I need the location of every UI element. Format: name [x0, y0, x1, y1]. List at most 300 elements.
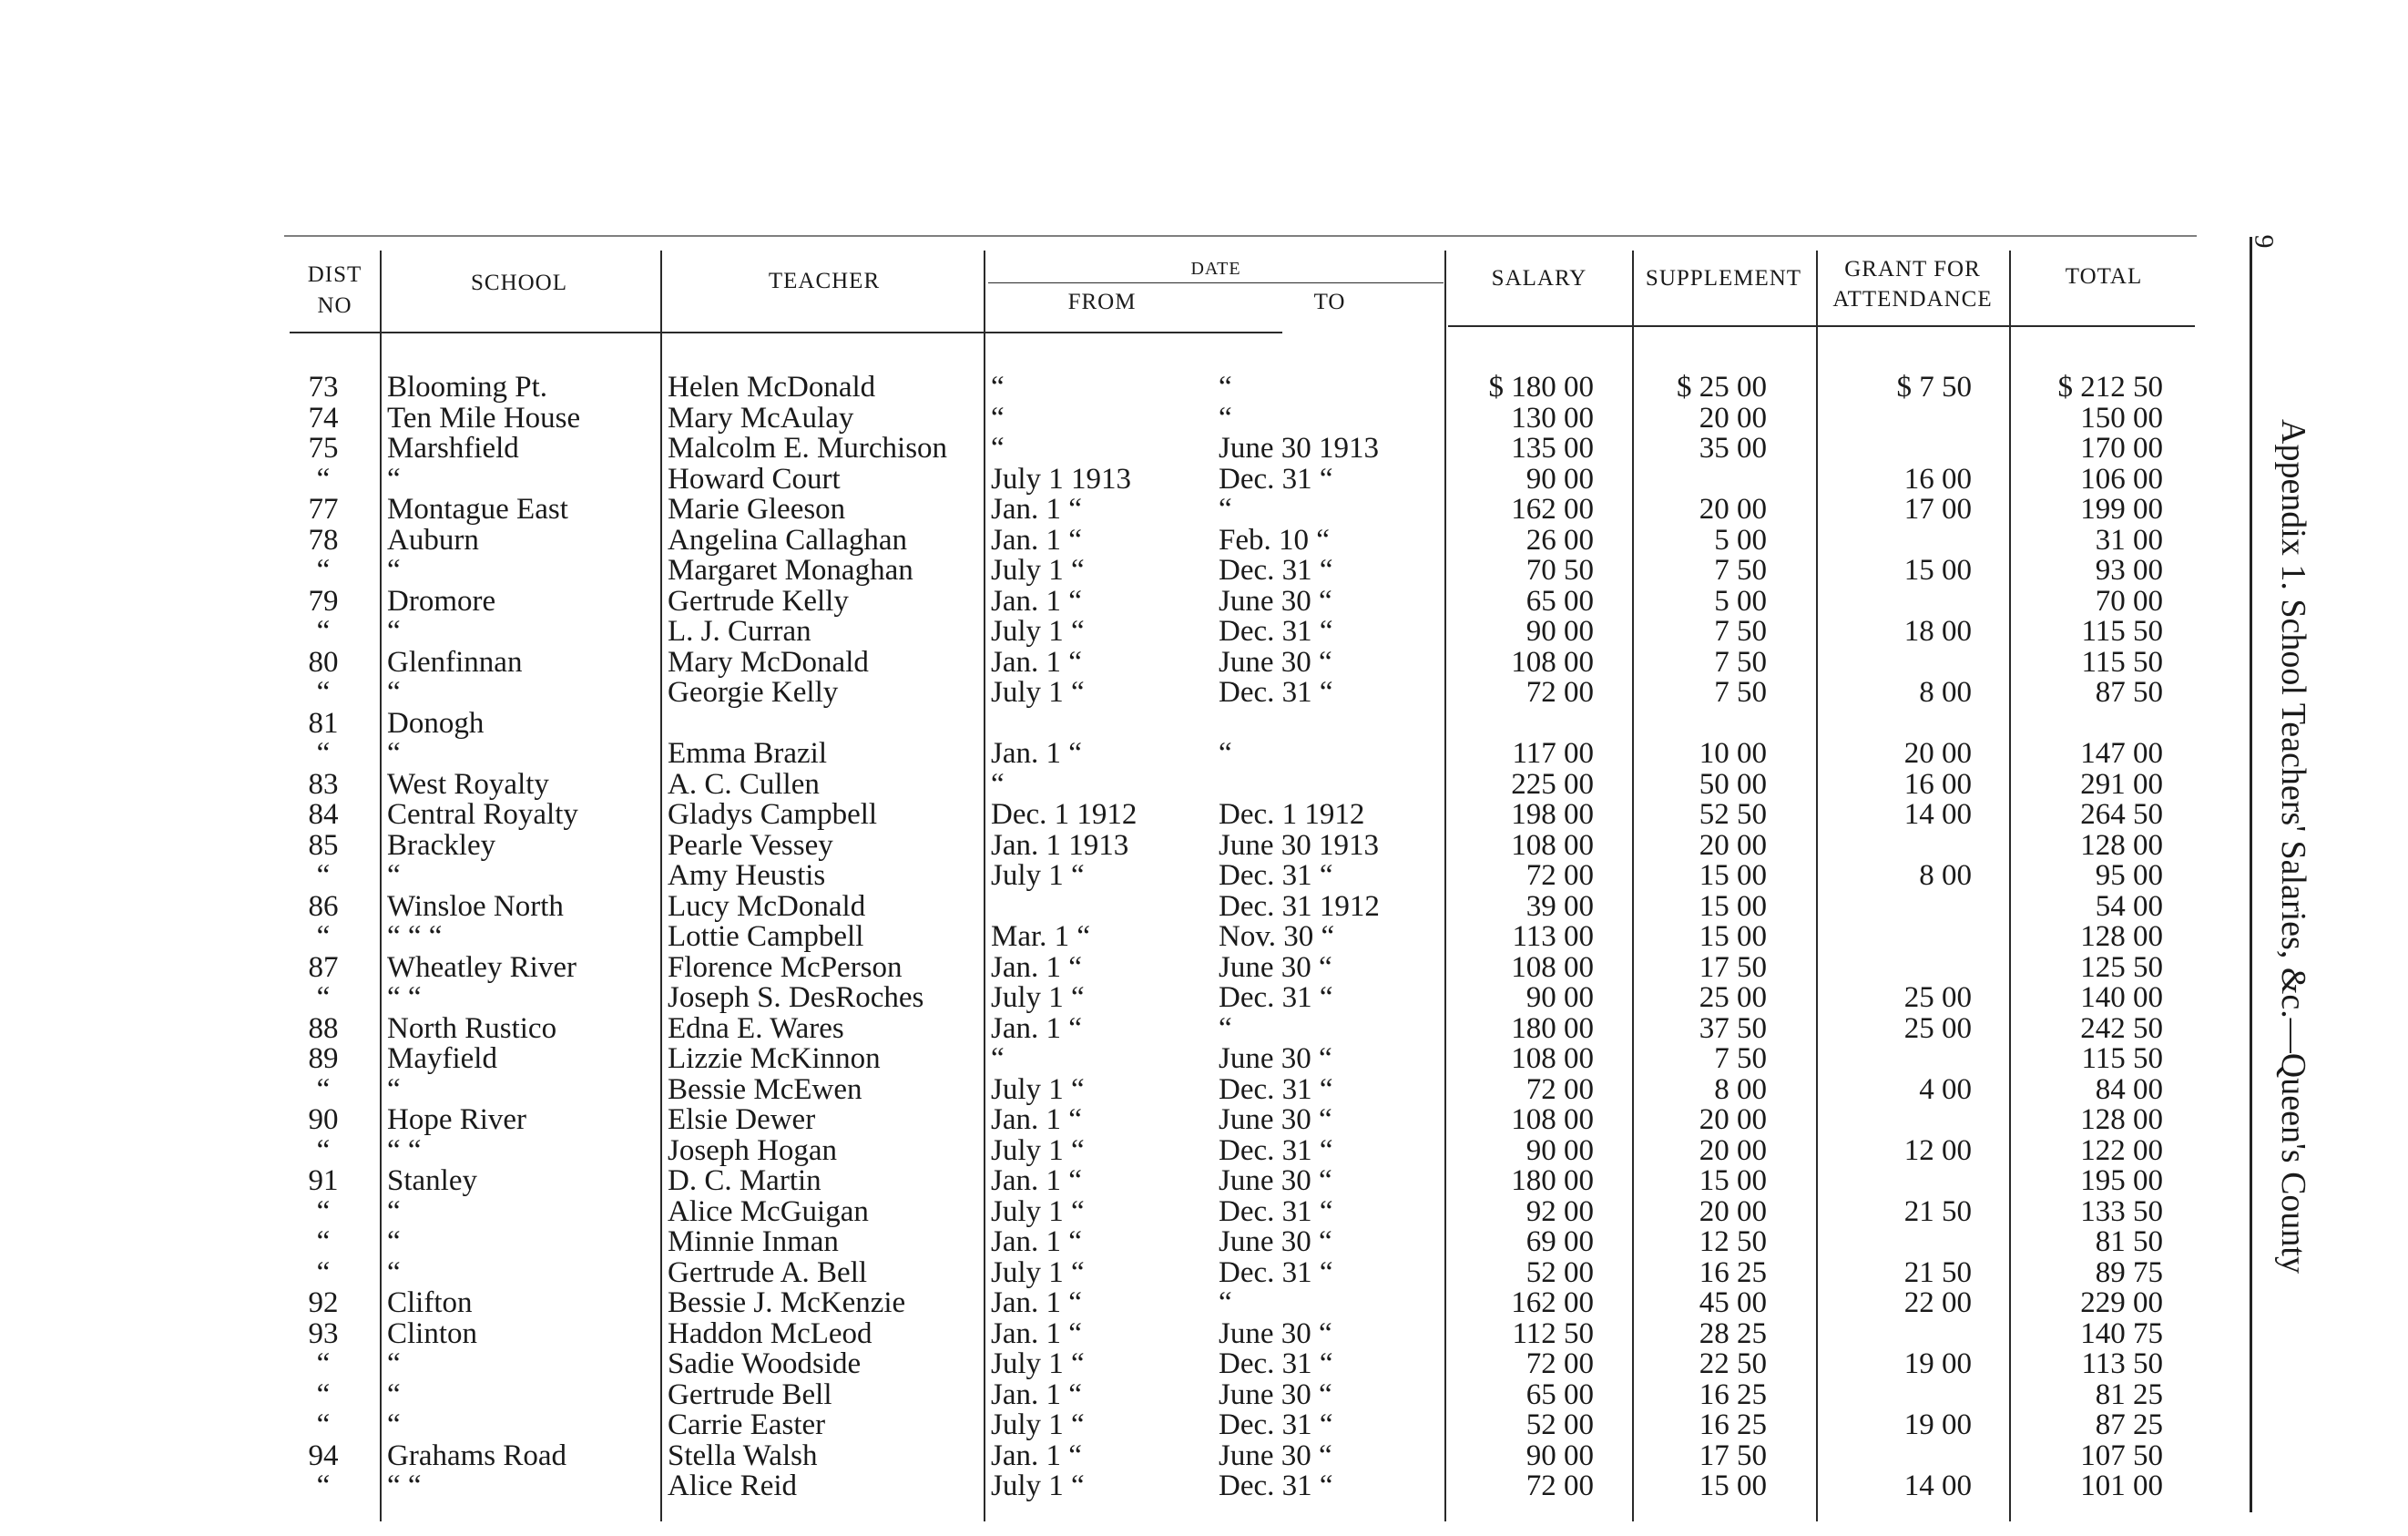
supplement-cell: 45 00	[1699, 1286, 1767, 1319]
school-cell: Central Royalty	[387, 798, 578, 831]
supplement-cell: 15 00	[1699, 920, 1767, 953]
supplement-cell: 5 00	[1714, 523, 1767, 557]
header-date: DATE	[1190, 259, 1241, 279]
salary-cell: 39 00	[1525, 889, 1594, 923]
school-cell: “	[387, 462, 401, 496]
supplement-cell: 17 50	[1699, 950, 1767, 984]
dist-no-cell: “	[316, 1225, 331, 1258]
table-row	[0, 1043, 2240, 1074]
salary-cell: 90 00	[1525, 615, 1594, 648]
school-cell: Blooming Pt.	[387, 371, 548, 404]
date-to-cell: June 30 “	[1219, 1103, 1332, 1136]
dist-no-cell: 86	[308, 889, 339, 923]
date-from-cell: Jan. 1 “	[991, 493, 1082, 526]
date-to-cell: “	[1219, 401, 1232, 435]
dist-no-cell: 73	[308, 371, 339, 404]
salary-cell: 69 00	[1525, 1225, 1594, 1258]
table-row	[0, 830, 2240, 861]
teacher-cell: Georgie Kelly	[668, 676, 839, 709]
date-to-cell: June 30 “	[1219, 1164, 1332, 1197]
salary-cell: 117 00	[1512, 737, 1594, 770]
supplement-cell: 22 50	[1699, 1347, 1767, 1380]
school-cell: “ “	[387, 981, 422, 1014]
salary-cell: 52 00	[1525, 1255, 1594, 1289]
table-row	[0, 952, 2240, 983]
school-cell: “ “	[387, 1133, 422, 1167]
table-row	[0, 525, 2240, 556]
total-cell: 199 00	[2080, 493, 2163, 526]
date-to-cell: Dec. 31 “	[1219, 676, 1333, 709]
teacher-cell: Gertrude Kelly	[668, 584, 849, 618]
school-cell: “	[387, 1194, 401, 1228]
dist-no-cell: 84	[308, 798, 339, 831]
header-school: SCHOOL	[470, 271, 567, 295]
date-to-cell: Dec. 31 “	[1219, 1194, 1333, 1228]
teacher-cell: Gertrude A. Bell	[668, 1255, 868, 1289]
date-from-cell: Jan. 1 “	[991, 1439, 1082, 1472]
supplement-cell: 20 00	[1699, 828, 1767, 862]
school-cell: “	[387, 737, 401, 770]
grant-cell: 21 50	[1903, 1194, 1972, 1228]
teacher-cell: L. J. Curran	[668, 615, 811, 648]
date-to-cell: Dec. 31 “	[1219, 615, 1333, 648]
date-to-cell: “	[1219, 493, 1232, 526]
teacher-cell: Edna E. Wares	[668, 1011, 844, 1045]
date-to-cell: Dec. 31 “	[1219, 1133, 1333, 1167]
table-row	[0, 433, 2240, 464]
salary-cell: 72 00	[1525, 1469, 1594, 1502]
total-cell: 115 50	[2081, 1042, 2163, 1075]
supplement-cell: 15 00	[1699, 859, 1767, 892]
total-cell: 54 00	[2095, 889, 2163, 923]
salary-cell: 65 00	[1525, 584, 1594, 618]
total-cell: 122 00	[2080, 1133, 2163, 1167]
date-from-cell: July 1 “	[991, 676, 1085, 709]
salary-cell: 130 00	[1511, 401, 1594, 435]
table-row	[0, 1135, 2240, 1166]
date-to-cell: Dec. 31 “	[1219, 1072, 1333, 1106]
salary-cell: 162 00	[1511, 1286, 1594, 1319]
grant-cell: 16 00	[1903, 462, 1972, 496]
school-cell: “	[387, 554, 401, 587]
teacher-cell: Helen McDonald	[668, 371, 876, 404]
total-cell: 264 50	[2080, 798, 2163, 831]
salary-cell: 65 00	[1525, 1377, 1594, 1411]
teacher-cell: Amy Heustis	[668, 859, 826, 892]
total-cell: 195 00	[2080, 1164, 2163, 1197]
school-cell: “	[387, 1255, 401, 1289]
header-total: TOTAL	[2065, 264, 2143, 289]
dist-no-cell: “	[316, 1255, 331, 1289]
date-to-cell: June 30 “	[1219, 1225, 1332, 1258]
salary-cell: 90 00	[1525, 981, 1594, 1014]
dist-no-cell: 79	[308, 584, 339, 618]
total-cell: 229 00	[2080, 1286, 2163, 1319]
header-to: TO	[1313, 290, 1346, 314]
school-cell: Wheatley River	[387, 950, 576, 984]
date-from-cell: Jan. 1 “	[991, 1011, 1082, 1045]
school-cell: Clinton	[387, 1316, 478, 1350]
salary-cell: 90 00	[1525, 1439, 1594, 1472]
table-row	[0, 860, 2240, 891]
salary-cell: 72 00	[1525, 676, 1594, 709]
supplement-cell: 7 50	[1714, 615, 1767, 648]
grant-cell: 8 00	[1919, 676, 1972, 709]
table-row	[0, 647, 2240, 678]
dist-no-cell: 93	[308, 1316, 339, 1350]
table-row	[0, 891, 2240, 922]
dist-no-cell: “	[316, 1377, 331, 1411]
total-cell: 147 00	[2080, 737, 2163, 770]
total-cell: 81 50	[2095, 1225, 2163, 1258]
teacher-cell: Lottie Campbell	[668, 920, 864, 953]
date-to-cell: June 30 “	[1219, 1316, 1332, 1350]
supplement-cell: 28 25	[1699, 1316, 1767, 1350]
side-caption: Appendix 1. School Teachers' Salaries, &c.—Queen's County	[2274, 419, 2312, 1274]
teacher-cell: Florence McPerson	[668, 950, 903, 984]
supplement-cell: 16 25	[1699, 1408, 1767, 1441]
grant-cell: 14 00	[1903, 1469, 1972, 1502]
total-cell: 70 00	[2095, 584, 2163, 618]
header-grant-2: ATTENDANCE	[1832, 287, 1993, 312]
date-to-cell: June 30 “	[1219, 1042, 1332, 1075]
date-from-cell: Mar. 1 “	[991, 920, 1091, 953]
date-from-cell: July 1 1913	[991, 462, 1132, 496]
table-row	[0, 464, 2240, 495]
dist-no-cell: “	[316, 554, 331, 587]
teacher-cell: Mary McDonald	[668, 645, 869, 679]
dist-no-cell: “	[316, 920, 331, 953]
grant-cell: 15 00	[1903, 554, 1972, 587]
dist-no-cell: 81	[308, 706, 339, 740]
dist-no-cell: “	[316, 1194, 331, 1228]
date-to-cell: June 30 “	[1219, 645, 1332, 679]
grant-cell: 19 00	[1903, 1408, 1972, 1441]
dist-no-cell: 88	[308, 1011, 339, 1045]
supplement-cell: 16 25	[1699, 1255, 1767, 1289]
school-cell: Brackley	[387, 828, 496, 862]
total-cell: 87 50	[2095, 676, 2163, 709]
date-to-cell: June 30 1913	[1219, 432, 1379, 465]
dist-no-cell: 75	[308, 432, 339, 465]
total-cell: 128 00	[2080, 1103, 2163, 1136]
teacher-cell: Joseph S. DesRoches	[668, 981, 924, 1014]
grant-cell: 4 00	[1919, 1072, 1972, 1106]
date-from-cell: July 1 “	[991, 1408, 1085, 1441]
school-cell: Stanley	[387, 1164, 477, 1197]
supplement-cell: 37 50	[1699, 1011, 1767, 1045]
table-row	[0, 1074, 2240, 1105]
school-cell: Grahams Road	[387, 1439, 567, 1472]
dist-no-cell: “	[316, 1133, 331, 1167]
grant-cell: $ 7 50	[1896, 371, 1972, 404]
total-cell: 115 50	[2081, 615, 2163, 648]
school-cell: Auburn	[387, 523, 479, 557]
dist-no-cell: 83	[308, 767, 339, 801]
date-from-cell: July 1 “	[991, 1072, 1085, 1106]
supplement-cell: 17 50	[1699, 1439, 1767, 1472]
date-to-cell: Nov. 30 “	[1219, 920, 1335, 953]
date-to-cell: Dec. 31 “	[1219, 462, 1333, 496]
salary-cell: 113 00	[1512, 920, 1594, 953]
grant-cell: 25 00	[1903, 1011, 1972, 1045]
date-from-cell: “	[991, 1042, 1005, 1075]
header-grant-1: GRANT FOR	[1844, 257, 1981, 282]
salary-cell: 92 00	[1525, 1194, 1594, 1228]
dist-no-cell: “	[316, 1469, 331, 1502]
page-number: 9	[2249, 234, 2280, 249]
salary-cell: 108 00	[1511, 950, 1594, 984]
date-to-cell: Dec. 31 “	[1219, 1469, 1333, 1502]
salary-cell: 112 50	[1512, 1316, 1594, 1350]
school-cell: “ “	[387, 1469, 422, 1502]
supplement-cell: 8 00	[1714, 1072, 1767, 1106]
salary-cell: 108 00	[1511, 645, 1594, 679]
supplement-cell: 20 00	[1699, 1133, 1767, 1167]
dist-no-cell: 91	[308, 1164, 339, 1197]
date-rule	[988, 282, 1444, 283]
teacher-cell: Bessie McEwen	[668, 1072, 862, 1106]
table-row	[0, 769, 2240, 800]
table-row	[0, 1318, 2240, 1349]
salary-cell: 108 00	[1511, 1103, 1594, 1136]
supplement-cell: 20 00	[1699, 1194, 1767, 1228]
total-cell: 125 50	[2080, 950, 2163, 984]
grant-cell: 21 50	[1903, 1255, 1972, 1289]
salary-cell: 72 00	[1525, 1347, 1594, 1380]
date-from-cell: July 1 “	[991, 1469, 1085, 1502]
table-row	[0, 1226, 2240, 1257]
supplement-cell: 16 25	[1699, 1377, 1767, 1411]
date-to-cell: “	[1219, 1011, 1232, 1045]
date-from-cell: July 1 “	[991, 1347, 1085, 1380]
total-cell: 140 75	[2080, 1316, 2163, 1350]
table-row	[0, 1013, 2240, 1044]
school-cell: “	[387, 1072, 401, 1106]
salary-cell: 70 50	[1525, 554, 1594, 587]
dist-no-cell: 87	[308, 950, 339, 984]
salary-cell: 162 00	[1511, 493, 1594, 526]
table-row	[0, 1165, 2240, 1196]
date-from-cell: Jan. 1 “	[991, 1286, 1082, 1319]
date-from-cell: Jan. 1 “	[991, 584, 1082, 618]
school-cell: “	[387, 859, 401, 892]
total-cell: 128 00	[2080, 920, 2163, 953]
dist-no-cell: “	[316, 737, 331, 770]
header-no: NO	[317, 293, 352, 318]
teacher-cell: Margaret Monaghan	[668, 554, 913, 587]
grant-cell: 16 00	[1903, 767, 1972, 801]
grant-cell: 8 00	[1919, 859, 1972, 892]
school-cell: “	[387, 1408, 401, 1441]
total-cell: 107 50	[2080, 1439, 2163, 1472]
supplement-cell: 15 00	[1699, 1469, 1767, 1502]
supplement-cell: 10 00	[1699, 737, 1767, 770]
total-cell: 89 75	[2095, 1255, 2163, 1289]
salary-cell: 108 00	[1511, 1042, 1594, 1075]
grant-cell: 18 00	[1903, 615, 1972, 648]
supplement-cell: 7 50	[1714, 554, 1767, 587]
school-cell: Donogh	[387, 706, 485, 740]
table-row	[0, 1409, 2240, 1440]
teacher-cell: Minnie Inman	[668, 1225, 839, 1258]
teacher-cell: Mary McAulay	[668, 401, 854, 435]
grant-cell: 17 00	[1903, 493, 1972, 526]
date-to-cell: “	[1219, 737, 1232, 770]
total-cell: 95 00	[2095, 859, 2163, 892]
total-cell: 113 50	[2081, 1347, 2163, 1380]
date-from-cell: “	[991, 401, 1005, 435]
teacher-cell: Emma Brazil	[668, 737, 828, 770]
salary-cell: 198 00	[1511, 798, 1594, 831]
date-to-cell: Dec. 31 “	[1219, 981, 1333, 1014]
table-row	[0, 372, 2240, 403]
date-from-cell: Jan. 1 “	[991, 1103, 1082, 1136]
salary-cell: 90 00	[1525, 462, 1594, 496]
teacher-cell: Lizzie McKinnon	[668, 1042, 881, 1075]
date-from-cell: July 1 “	[991, 1133, 1085, 1167]
dist-no-cell: “	[316, 1072, 331, 1106]
date-from-cell: Jan. 1 “	[991, 1225, 1082, 1258]
teacher-cell: Alice Reid	[668, 1469, 798, 1502]
total-cell: 31 00	[2095, 523, 2163, 557]
teacher-cell: Joseph Hogan	[668, 1133, 838, 1167]
teacher-cell: Haddon McLeod	[668, 1316, 872, 1350]
school-cell: Glenfinnan	[387, 645, 523, 679]
total-cell: 291 00	[2080, 767, 2163, 801]
supplement-cell: 15 00	[1699, 1164, 1767, 1197]
supplement-cell: 52 50	[1699, 798, 1767, 831]
grant-cell: 22 00	[1903, 1286, 1972, 1319]
date-from-cell: Jan. 1 “	[991, 1316, 1082, 1350]
date-to-cell: “	[1219, 1286, 1232, 1319]
table-row	[0, 555, 2240, 586]
salary-cell: 108 00	[1511, 828, 1594, 862]
teacher-cell: Angelina Callaghan	[668, 523, 908, 557]
header-teacher: TEACHER	[768, 269, 881, 293]
grant-cell: 14 00	[1903, 798, 1972, 831]
school-cell: Clifton	[387, 1286, 473, 1319]
dist-no-cell: “	[316, 1347, 331, 1380]
date-to-cell: “	[1219, 371, 1232, 404]
date-to-cell: Dec. 31 “	[1219, 1408, 1333, 1441]
header-salary: SALARY	[1491, 266, 1587, 291]
table-row	[0, 1348, 2240, 1379]
dist-no-cell: “	[316, 859, 331, 892]
table-row	[0, 1287, 2240, 1318]
total-cell: 140 00	[2080, 981, 2163, 1014]
total-cell: 81 25	[2095, 1377, 2163, 1411]
date-to-cell: Dec. 1 1912	[1219, 798, 1365, 831]
school-cell: “	[387, 1377, 401, 1411]
date-to-cell: Feb. 10 “	[1219, 523, 1330, 557]
teacher-cell: Gladys Campbell	[668, 798, 878, 831]
dist-no-cell: 89	[308, 1042, 339, 1075]
date-from-cell: Jan. 1 “	[991, 1377, 1082, 1411]
table-row	[0, 403, 2240, 434]
dist-no-cell: 77	[308, 493, 339, 526]
total-cell: 115 50	[2081, 645, 2163, 679]
teacher-cell: Lucy McDonald	[668, 889, 866, 923]
grant-cell: 25 00	[1903, 981, 1972, 1014]
school-cell: Marshfield	[387, 432, 519, 465]
school-cell: “	[387, 615, 401, 648]
teacher-cell: Carrie Easter	[668, 1408, 826, 1441]
date-to-cell: June 30 “	[1219, 950, 1332, 984]
salary-cell: 180 00	[1511, 1164, 1594, 1197]
school-cell: Ten Mile House	[387, 401, 581, 435]
salary-cell: 72 00	[1525, 1072, 1594, 1106]
teacher-cell: Pearle Vessey	[668, 828, 833, 862]
dist-no-cell: 80	[308, 645, 339, 679]
table-row	[0, 1196, 2240, 1227]
date-to-cell: June 30 “	[1219, 1377, 1332, 1411]
supplement-cell: 5 00	[1714, 584, 1767, 618]
school-cell: North Rustico	[387, 1011, 557, 1045]
header-rule-right	[1448, 325, 2195, 327]
dist-no-cell: “	[316, 462, 331, 496]
date-from-cell: Jan. 1 “	[991, 950, 1082, 984]
school-cell: Winsloe North	[387, 889, 564, 923]
supplement-cell: 20 00	[1699, 493, 1767, 526]
supplement-cell: 25 00	[1699, 981, 1767, 1014]
table-row	[0, 738, 2240, 769]
supplement-cell: 15 00	[1699, 889, 1767, 923]
date-from-cell: “	[991, 767, 1005, 801]
salary-cell: 225 00	[1511, 767, 1594, 801]
school-cell: West Royalty	[387, 767, 549, 801]
header-rule-left	[290, 332, 1282, 333]
dist-no-cell: 85	[308, 828, 339, 862]
salary-cell: 90 00	[1525, 1133, 1594, 1167]
supplement-cell: 20 00	[1699, 1103, 1767, 1136]
table-row	[0, 1379, 2240, 1410]
salary-cell: 52 00	[1525, 1408, 1594, 1441]
top-rule	[284, 235, 2197, 237]
supplement-cell: 20 00	[1699, 401, 1767, 435]
date-from-cell: Jan. 1 “	[991, 523, 1082, 557]
table-row	[0, 1440, 2240, 1471]
date-to-cell: June 30 1913	[1219, 828, 1379, 862]
dist-no-cell: 90	[308, 1103, 339, 1136]
salary-cell: $ 180 00	[1488, 371, 1594, 404]
date-from-cell: Dec. 1 1912	[991, 798, 1138, 831]
salary-cell: 135 00	[1511, 432, 1594, 465]
total-cell: 101 00	[2080, 1469, 2163, 1502]
table-row	[0, 982, 2240, 1013]
salary-cell: 26 00	[1525, 523, 1594, 557]
dist-no-cell: “	[316, 981, 331, 1014]
header-supplement: SUPPLEMENT	[1645, 266, 1802, 291]
date-from-cell: Jan. 1 1913	[991, 828, 1129, 862]
grant-cell: 20 00	[1903, 737, 1972, 770]
table-row	[0, 586, 2240, 617]
table-row	[0, 708, 2240, 739]
table-row	[0, 616, 2240, 647]
teacher-cell: Stella Walsh	[668, 1439, 818, 1472]
salary-cell: 180 00	[1511, 1011, 1594, 1045]
date-to-cell: Dec. 31 1912	[1219, 889, 1380, 923]
total-cell: $ 212 50	[2057, 371, 2163, 404]
table-row	[0, 1104, 2240, 1135]
school-cell: Montague East	[387, 493, 568, 526]
dist-no-cell: “	[316, 1408, 331, 1441]
teacher-cell: Alice McGuigan	[668, 1194, 869, 1228]
date-from-cell: July 1 “	[991, 1194, 1085, 1228]
teacher-cell: Elsie Dewer	[668, 1103, 816, 1136]
total-cell: 87 25	[2095, 1408, 2163, 1441]
header-from: FROM	[1067, 290, 1137, 314]
